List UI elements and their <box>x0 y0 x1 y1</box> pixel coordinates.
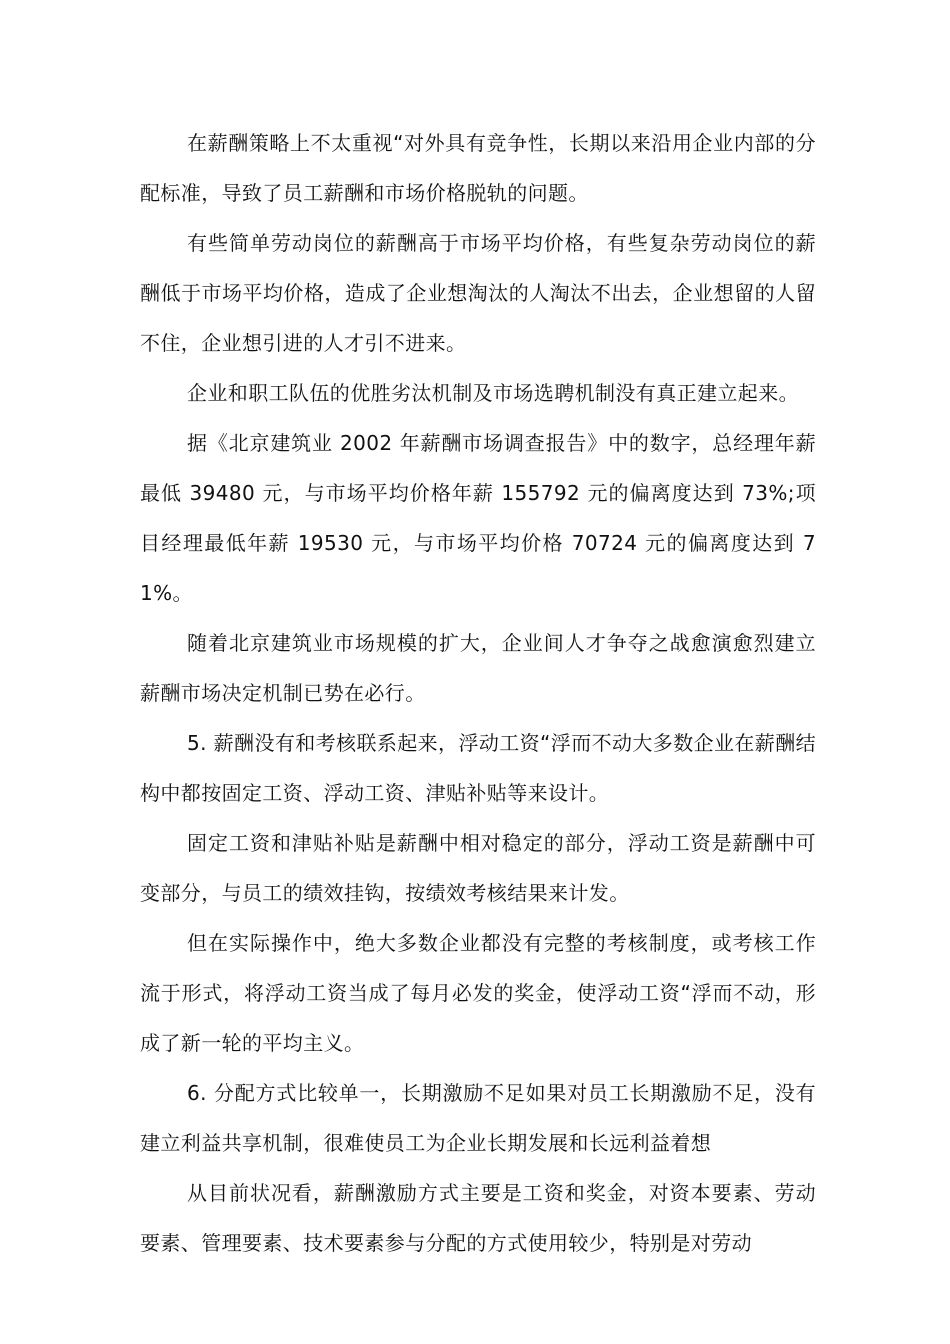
paragraph-selection-mechanism: 企业和职工队伍的优胜劣汰机制及市场选聘机制没有真正建立起来。 <box>187 381 799 405</box>
paragraph-talent-competition: 随着北京建筑业市场规模的扩大，企业间人才争夺之战愈演愈烈建立薪酬市场决定机制已势在必行。 <box>140 631 816 705</box>
paragraph-current-situation: 从目前状况看，薪酬激励方式主要是工资和奖金，对资本要素、劳动要素、管理要素、技术要素参与分配的方式使用较少，特别是对劳动 <box>140 1181 816 1255</box>
paragraph-item-6: 6. 分配方式比较单一，长期激励不足如果对员工长期激励不足，没有建立利益共享机制，很难使员工为企业长期发展和长远利益着想 <box>140 1081 816 1155</box>
paragraph-salary-strategy: 在薪酬策略上不太重视“对外具有竞争性，长期以来沿用企业内部的分配标准，导致了员工薪酬和市场价格脱轨的问题。 <box>140 131 816 205</box>
paragraph-actual-practice: 但在实际操作中，绝大多数企业都没有完整的考核制度，或考核工作流于形式，将浮动工资当成了每月必发的奖金，使浮动工资“浮而不动，形成了新一轮的平均主义。 <box>140 931 816 1055</box>
paragraph-item-5: 5. 薪酬没有和考核联系起来，浮动工资“浮而不动大多数企业在薪酬结构中都按固定工资、浮动工资、津贴补贴等来设计。 <box>140 731 817 805</box>
document-body <box>140 118 816 1268</box>
paragraph-survey-report: 据《北京建筑业 2002 年薪酬市场调查报告》中的数字，总经理年薪最低 39480 元，与市场平均价格年薪 155792 元的偏离度达到 73%;项目经理最低年薪 19530 元，与市场平均价格 70724 元的偏离度达到 71%。 <box>140 431 816 605</box>
paragraph-fixed-floating-pay: 固定工资和津贴补贴是薪酬中相对稳定的部分，浮动工资是薪酬中可变部分，与员工的绩效挂钩，按绩效考核结果来计发。 <box>140 831 816 905</box>
paragraph-salary-gap: 有些简单劳动岗位的薪酬高于市场平均价格，有些复杂劳动岗位的薪酬低于市场平均价格，造成了企业想淘汰的人淘汰不出去，企业想留的人留不住，企业想引进的人才引不进来。 <box>140 231 816 355</box>
